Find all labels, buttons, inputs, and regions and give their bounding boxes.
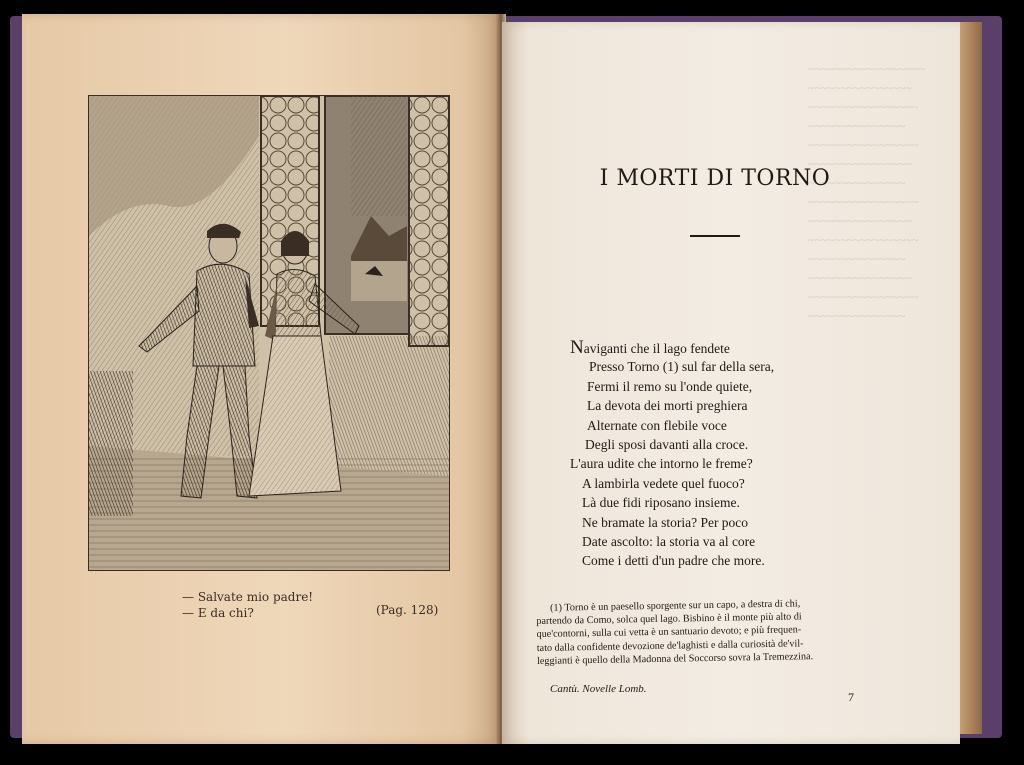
poem-line-1 bbox=[570, 338, 850, 357]
footnote-line: (1) Torno è un paesello sporgente sur un capo, a destra di chi, bbox=[550, 598, 801, 614]
footnote-line: leggianti è quello della Madonna del Soccorso sovra la Tremezzina. bbox=[536, 650, 814, 667]
caption-page-ref: (Pag. 128) bbox=[376, 603, 439, 617]
footnote-line: partendo da Como, solca quel lago. Bisbino è il monte più alto di bbox=[536, 611, 802, 628]
poem-line: Come i detti d'un padre che more. bbox=[582, 553, 765, 569]
page-block-edge bbox=[958, 22, 982, 734]
poem-line: Presso Torno (1) sul far della sera, bbox=[589, 359, 775, 375]
chapter-title: I MORTI DI TORNO bbox=[599, 166, 831, 191]
caption-line-1: — Salvate mio padre! bbox=[182, 590, 314, 604]
caption-line-2: — E da chi? bbox=[182, 606, 254, 620]
poem-line: Alternate con flebile voce bbox=[587, 417, 727, 433]
title-rule bbox=[690, 235, 740, 237]
footnote-line: tato dalla confidente devozione de'laghisti e dalla curiosità de'vil- bbox=[536, 637, 804, 654]
poem-line: L'aura udite che intorno le freme? bbox=[570, 456, 753, 472]
poem-line: Date ascolto: la storia va al core bbox=[582, 533, 756, 549]
poem bbox=[570, 338, 850, 571]
poem-line: La devota dei morti preghiera bbox=[587, 398, 748, 414]
engraving-illustration bbox=[88, 95, 450, 571]
page-number: 7 bbox=[848, 690, 854, 704]
poem-line: Là due fidi riposano insieme. bbox=[582, 495, 740, 511]
poem-line: A lambirla vedete quel fuoco? bbox=[582, 475, 745, 491]
page-footer: Cantù. Novelle Lomb. bbox=[550, 683, 647, 695]
poem-line-1-rest: aviganti che il lago fendete bbox=[583, 341, 730, 356]
bleed-through-text: ~~~~~~~~~~~~~~~~~~ ~~~~~~~~~~~~~~~~ ~~~~~~~~~~~~~~~~~ ~~~~~~~~~~~~~~~ ~~~~~~~~~~~~~~~~~ ~~~~~~~~~~~~~~~~ ~~~~~~~~~~~~~~~ ~~~~~~~~~~~~~~~~~ ~~~~~~~~~~~~~~~~ ~~~~~~~~~~~~~~~~~ ~~~~~~~~~~~~~~~ ~~~~~~~~~~~~~~~~ ~~~~~~~~~~~~~~~~~ ~~~~~~~~~~~~~~~ bbox=[808, 62, 925, 323]
poem-line: Ne bramate la storia? Per poco bbox=[582, 514, 749, 530]
footnote-line: que'contorni, sulla cui vetta è un santuario devoto; e più frequen- bbox=[536, 624, 802, 641]
footnote bbox=[536, 596, 882, 668]
poem-line: Degli sposi davanti alla croce. bbox=[585, 436, 749, 452]
poem-initial: N bbox=[570, 337, 584, 358]
poem-line: Fermi il remo su l'onde quiete, bbox=[587, 378, 753, 394]
